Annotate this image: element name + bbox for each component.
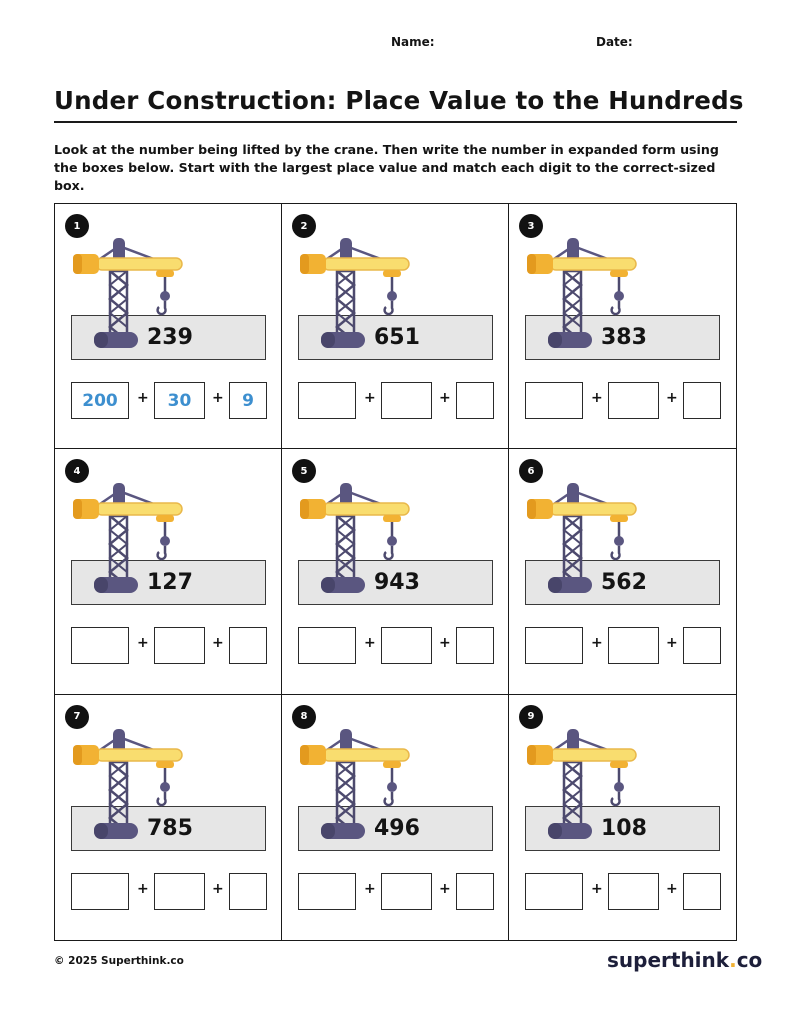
problem-number-badge: 4: [65, 459, 89, 483]
plus-sign: +: [137, 390, 149, 406]
lifted-number: 108: [601, 815, 647, 841]
plus-sign: +: [666, 635, 678, 652]
hundreds-answer-box[interactable]: [71, 873, 129, 910]
problem-cell: [509, 695, 736, 940]
ones-answer-box[interactable]: [229, 627, 267, 664]
problem-cell: [509, 449, 736, 694]
problem-cell: [282, 204, 509, 449]
plus-sign: +: [364, 880, 376, 897]
lifted-number: 785: [147, 815, 193, 841]
plus-sign: +: [212, 880, 224, 897]
name-label: Name:: [391, 35, 435, 49]
plus-sign: +: [591, 390, 603, 406]
tens-answer-box[interactable]: [154, 627, 205, 664]
hundreds-answer-box[interactable]: [71, 627, 129, 664]
ones-answer-box[interactable]: [683, 873, 721, 910]
lifted-number: 383: [601, 325, 647, 350]
lifted-number: 562: [601, 570, 647, 596]
ones-answer-box[interactable]: [456, 627, 494, 664]
problem-grid: [54, 203, 737, 941]
plus-sign: +: [666, 390, 678, 406]
plus-sign: +: [212, 390, 224, 406]
ones-answer-box[interactable]: [683, 627, 721, 664]
problem-number-badge: 6: [519, 459, 543, 483]
lifted-number: 127: [147, 570, 193, 596]
tens-answer-box[interactable]: [608, 382, 659, 419]
lifted-number: 239: [147, 325, 193, 350]
problem-cell: [55, 204, 282, 449]
problem-cell: [282, 695, 509, 940]
plus-sign: +: [591, 635, 603, 652]
hundreds-answer-box[interactable]: [525, 627, 583, 664]
tens-answer-box[interactable]: [154, 873, 205, 910]
instructions-text: Look at the number being lifted by the crane. Then write the number in expanded form using the boxes below. Start with the largest place value and match each digit to the correct-sized box.: [54, 142, 719, 193]
plus-sign: +: [439, 635, 451, 652]
hundreds-answer-box[interactable]: [525, 382, 583, 419]
plus-sign: +: [439, 880, 451, 897]
superthink-logo: [607, 948, 762, 972]
problem-number-badge: 3: [519, 214, 543, 238]
plus-sign: +: [591, 880, 603, 897]
plus-sign: +: [137, 635, 149, 652]
hundreds-answer-box[interactable]: [525, 873, 583, 910]
problem-number-badge: 9: [519, 705, 543, 729]
page-title: Under Construction: Place Value to the Hundreds: [54, 86, 744, 115]
plus-sign: +: [137, 880, 149, 897]
tens-answer-box[interactable]: [608, 873, 659, 910]
problem-number-badge: 2: [292, 214, 316, 238]
plus-sign: +: [364, 635, 376, 652]
lifted-number: 651: [374, 325, 420, 350]
hundreds-answer-box[interactable]: [298, 382, 356, 419]
lifted-number: 943: [374, 570, 420, 596]
problem-cell: [55, 695, 282, 940]
lifted-number: 496: [374, 815, 420, 841]
logo-dot: .: [729, 948, 737, 972]
plus-sign: +: [439, 390, 451, 406]
problem-cell: [282, 449, 509, 694]
tens-answer-box[interactable]: [381, 627, 432, 664]
ones-answer-box[interactable]: [229, 873, 267, 910]
tens-answer-box[interactable]: [608, 627, 659, 664]
ones-answer-box[interactable]: [456, 873, 494, 910]
plus-sign: +: [212, 635, 224, 652]
logo-end: co: [736, 948, 763, 972]
problem-number-badge: 5: [292, 459, 316, 483]
problem-cell: [55, 449, 282, 694]
plus-sign: +: [364, 390, 376, 406]
hundreds-answer-box[interactable]: [298, 627, 356, 664]
problem-number-badge: 7: [65, 705, 89, 729]
ones-answer-box[interactable]: [456, 382, 494, 419]
title-divider: [54, 121, 737, 123]
ones-answer-box[interactable]: [683, 382, 721, 419]
logo-main: superthink: [607, 948, 730, 972]
tens-answer-box[interactable]: [381, 873, 432, 910]
hundreds-answer-box[interactable]: [298, 873, 356, 910]
tens-answer-box[interactable]: [381, 382, 432, 419]
tens-answer-box[interactable]: 30: [154, 382, 205, 419]
date-label: Date:: [596, 35, 633, 49]
ones-answer-box[interactable]: 9: [229, 382, 267, 419]
problem-number-badge: 1: [65, 214, 89, 238]
problem-cell: [509, 204, 736, 449]
copyright-text: © 2025 Superthink.co: [54, 955, 184, 967]
problem-number-badge: 8: [292, 705, 316, 729]
plus-sign: +: [666, 880, 678, 897]
hundreds-answer-box[interactable]: 200: [71, 382, 129, 419]
